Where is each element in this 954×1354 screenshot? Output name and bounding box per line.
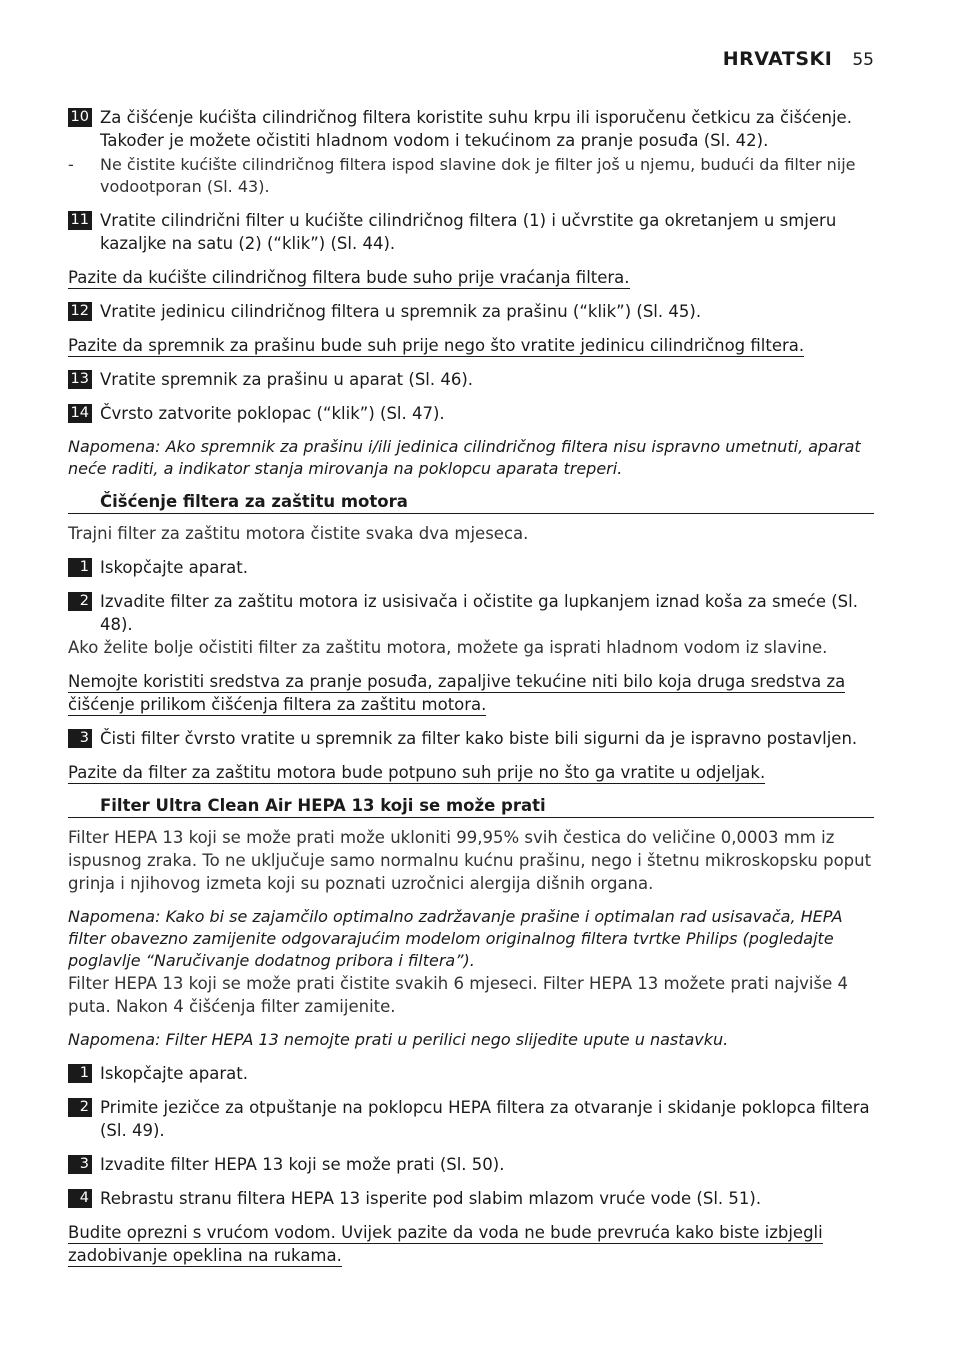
step-text: Čvrsto zatvorite poklopac (“klik”) (Sl. 47). (100, 404, 445, 423)
step-number: 10 (68, 108, 92, 127)
step-text: Izvadite filter HEPA 13 koji se može prati (Sl. 50). (100, 1155, 505, 1174)
step-text: Iskopčajte aparat. (100, 1064, 248, 1083)
sub-bullet-text: Ne čistite kućište cilindričnog filtera ispod slavine dok je filter još u njemu, budući da filter nije vodootporan (Sl. 43). (100, 155, 856, 196)
step-number: 2 (68, 1098, 92, 1117)
step-number: 2 (68, 592, 92, 611)
warning-line: Nemojte koristiti sredstva za pranje posuđa, zapaljive tekućine niti bilo koja druga sredstva za (68, 672, 846, 691)
instruction-step (68, 1153, 874, 1176)
warning-line: Budite oprezni s vrućom vodom. Uvijek pazite da voda ne bude prevruća kako biste izbjegli (68, 1223, 823, 1242)
step-number: 14 (68, 404, 92, 423)
warning-line: Pazite da kućište cilindričnog filtera bude suho prije vraćanja filtera. (68, 268, 630, 287)
section-heading: Čišćenje filtera za zaštitu motora (68, 491, 874, 514)
paragraph: Filter HEPA 13 koji se može prati može ukloniti 99,95% svih čestica do veličine 0,0003 mm iz ispusnog zraka. To ne uključuje samo normalnu kućnu prašinu, nego i štetnu mikroskopsku poput grinja i njihovog izmeta koji su poznati uzročnici alergija dišnih organa. (68, 828, 872, 893)
warning-text (68, 334, 874, 357)
step-text: Rebrastu stranu filtera HEPA 13 isperite pod slabim mlazom vruće vode (Sl. 51). (100, 1189, 762, 1208)
step-number: 13 (68, 370, 92, 389)
instruction-step (68, 590, 874, 636)
paragraph: Trajni filter za zaštitu motora čistite svaka dva mjeseca. (68, 524, 529, 543)
warning-text (68, 670, 874, 716)
instruction-step (68, 368, 874, 391)
instruction-step (68, 1187, 874, 1210)
step-text: Primite jezičce za otpuštanje na poklopcu HEPA filtera za otvaranje i skidanje poklopca filtera (Sl. 49). (100, 1098, 870, 1140)
step-number: 11 (68, 211, 92, 230)
instruction-step (68, 1062, 874, 1085)
step-text: Vratite spremnik za prašinu u aparat (Sl. 46). (100, 370, 474, 389)
dash-marker: - (68, 155, 74, 174)
warning-line: zadobivanje opeklina na rukama. (68, 1246, 342, 1265)
section-heading: Filter Ultra Clean Air HEPA 13 koji se može prati (68, 795, 874, 818)
language-label: HRVATSKI (722, 48, 833, 70)
warning-text (68, 761, 874, 784)
warning-line: čišćenje prilikom čišćenja filtera za zaštitu motora. (68, 695, 487, 714)
step-text: Za čišćenje kućišta cilindričnog filtera koristite suhu krpu ili isporučenu četkicu za čišćenje. Također je možete očistiti hladnom vodom i tekućinom za pranje posuđa (Sl. 42). (100, 108, 852, 150)
note-text: Napomena: Filter HEPA 13 nemojte prati u perilici nego slijedite upute u nastavku. (68, 1030, 729, 1049)
note-text: Napomena: Kako bi se zajamčilo optimalno zadržavanje prašine i optimalan rad usisavača, HEPA filter obavezno zamijenite odgovarajućim modelom originalnog filtera tvrtke Philips (pogledajte poglavlje “Naručivanje dodatnog pribora i filtera”). (68, 907, 843, 970)
step-number: 12 (68, 302, 92, 321)
instruction-step (68, 300, 874, 323)
page-header (723, 48, 874, 70)
step-number: 1 (68, 1064, 92, 1083)
warning-text (68, 1221, 874, 1267)
warning-text (68, 266, 874, 289)
page-content (68, 106, 874, 1278)
warning-line: Pazite da filter za zaštitu motora bude potpuno suh prije no što ga vratite u odjeljak. (68, 763, 766, 782)
instruction-step (68, 106, 874, 152)
note-text: Napomena: Ako spremnik za prašinu i/ili jedinica cilindričnog filtera nisu ispravno umetnuti, aparat neće raditi, a indikator stanja mirovanja na poklopcu aparata treperi. (68, 437, 861, 478)
step-text: Čisti filter čvrsto vratite u spremnik za filter kako biste bili sigurni da je ispravno postavljen. (100, 729, 858, 748)
step-text: Vratite cilindrični filter u kućište cilindričnog filtera (1) i učvrstite ga okretanjem u smjeru kazaljke na satu (2) (“klik”) (Sl. 44). (100, 211, 837, 253)
warning-line: Pazite da spremnik za prašinu bude suh prije nego što vratite jedinicu cilindričnog filtera. (68, 336, 805, 355)
instruction-step (68, 727, 874, 750)
step-text: Izvadite filter za zaštitu motora iz usisivača i očistite ga lupkanjem iznad koša za smeće (Sl. 48). (100, 592, 858, 634)
step-number: 4 (68, 1189, 92, 1208)
step-text: Vratite jedinicu cilindričnog filtera u spremnik za prašinu (“klik”) (Sl. 45). (100, 302, 702, 321)
step-text: Iskopčajte aparat. (100, 558, 248, 577)
page-number: 55 (852, 50, 874, 70)
instruction-step (68, 209, 874, 255)
step-number: 3 (68, 729, 92, 748)
instruction-step (68, 402, 874, 425)
paragraph: Filter HEPA 13 koji se može prati čistite svakih 6 mjeseci. Filter HEPA 13 možete prati najviše 4 puta. Nakon 4 čišćenja filter zamijenite. (68, 974, 849, 1016)
paragraph: Ako želite bolje očistiti filter za zaštitu motora, možete ga isprati hladnom vodom iz slavine. (68, 638, 828, 657)
instruction-step (68, 556, 874, 579)
step-number: 1 (68, 558, 92, 577)
sub-bullet (68, 154, 874, 198)
instruction-step (68, 1096, 874, 1142)
step-number: 3 (68, 1155, 92, 1174)
